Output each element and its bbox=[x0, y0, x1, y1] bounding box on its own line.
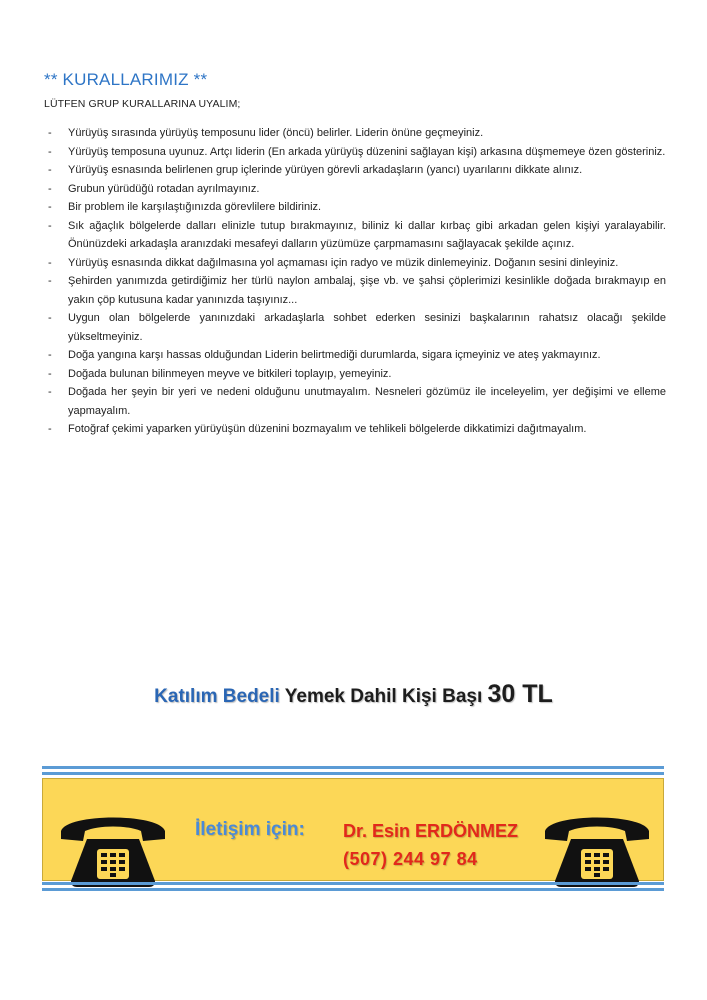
rules-list bbox=[44, 124, 666, 439]
divider bbox=[42, 766, 664, 769]
divider bbox=[42, 888, 664, 891]
rule-text: Doğada her şeyin bir yeri ve nedeni olduğunu unutmayalım. Nesneleri gözümüz ile inceleyelim, yer değişimi ve elleme yapmayalım. bbox=[68, 386, 666, 417]
rules-intro: LÜTFEN GRUP KURALLARINA UYALIM; bbox=[44, 98, 241, 110]
rule-text: Uygun olan bölgelerde yanınızdaki arkadaşlarla sohbet ederken sesinizi başkalarının rahatsız olacağı şekilde yükseltmeyiniz. bbox=[68, 312, 666, 343]
telephone-icon bbox=[57, 809, 169, 889]
rule-text: Yürüyüş esnasında dikkat dağılmasına yol açmaması için radyo ve müzik dinlemeyiniz. Doğanın sesini dinleyiniz. bbox=[68, 256, 619, 269]
dash-bullet: - bbox=[48, 182, 52, 195]
rule-text: Yürüyüş sırasında yürüyüş temposunu lider (öncü) belirler. Liderin önüne geçmeyiniz. bbox=[68, 127, 484, 139]
list-item bbox=[44, 346, 666, 365]
list-item bbox=[44, 217, 666, 254]
rule-text: Yürüyüş esnasında belirlenen grup içlerinde yürüyen görevli arkadaşların (yancı) uyarılarını dikkate alınız. bbox=[68, 164, 583, 176]
contact-label: İletişim için: bbox=[195, 819, 305, 840]
rule-text: Bir problem ile karşılaştığınızda görevlilere bildiriniz. bbox=[68, 201, 322, 213]
contact-panel bbox=[42, 778, 664, 881]
contact-name: Dr. Esin ERDÖNMEZ bbox=[343, 821, 519, 841]
telephone-icon bbox=[541, 809, 653, 889]
list-item bbox=[44, 198, 666, 217]
list-item bbox=[44, 143, 666, 162]
dash-bullet: - bbox=[48, 367, 52, 380]
dash-bullet: - bbox=[48, 423, 52, 435]
rule-text: Şehirden yanımızda getirdiğimiz her türlü naylon ambalaj, şişe vb. ve şahsi çöplerimizi kesinlikle doğada bırakmayıp en yakın çöp kutusuna kadar yanınızda taşıyınız... bbox=[68, 275, 666, 306]
rule-text: Fotoğraf çekimi yaparken yürüyüşün düzenini bozmayalım ve tehlikeli bölgelerde dikkatimizi dağıtmayalım. bbox=[68, 423, 587, 435]
list-item bbox=[44, 365, 666, 384]
dash-bullet: - bbox=[48, 219, 52, 232]
list-item bbox=[44, 309, 666, 346]
rule-text: Grubun yürüdüğü rotadan ayrılmayınız. bbox=[68, 182, 260, 195]
dash-bullet: - bbox=[48, 127, 52, 139]
list-item bbox=[44, 124, 666, 143]
participation-fee bbox=[0, 680, 707, 709]
dash-bullet: - bbox=[48, 275, 52, 287]
page-title: ** KURALLARIMIZ ** bbox=[44, 70, 208, 89]
divider bbox=[42, 772, 664, 775]
contact-phone-number[interactable]: (507) 244 97 84 bbox=[343, 849, 478, 869]
fee-amount: 30 TL bbox=[487, 680, 553, 708]
list-item bbox=[44, 254, 666, 273]
dash-bullet: - bbox=[48, 145, 52, 158]
rule-text: Sık ağaçlık bölgelerde dalları elinizle tutup bırakmayınız, biliniz ki dallar kırbaç gibi arkadan gelen kişiyi yaralayabilir. Önünüzdeki arkadaşla aranızdaki mesafeyi dalların yüzümüze çarpmamasını sağlayacak şekilde açınız. bbox=[68, 219, 666, 250]
rule-text: Yürüyüş temposuna uyunuz. Artçı liderin (En arkada yürüyüş düzenini sağlayan kişi) arkasına düşmemeye özen gösteriniz. bbox=[68, 145, 666, 158]
rule-text: Doğa yangına karşı hassas olduğundan Liderin belirtmediği durumlarda, sigara içmeyiniz ve ateş yakmayınız. bbox=[68, 349, 601, 361]
dash-bullet: - bbox=[48, 386, 52, 398]
list-item bbox=[44, 161, 666, 180]
dash-bullet: - bbox=[48, 349, 52, 361]
dash-bullet: - bbox=[48, 201, 52, 213]
list-item bbox=[44, 272, 666, 309]
list-item bbox=[44, 180, 666, 199]
divider bbox=[42, 882, 664, 885]
fee-label: Katılım Bedeli bbox=[154, 686, 280, 707]
dash-bullet: - bbox=[48, 164, 52, 176]
dash-bullet: - bbox=[48, 312, 52, 324]
list-item bbox=[44, 420, 666, 439]
dash-bullet: - bbox=[48, 256, 52, 269]
contact-box bbox=[42, 766, 664, 891]
rule-text: Doğada bulunan bilinmeyen meyve ve bitkileri toplayıp, yemeyiniz. bbox=[68, 367, 392, 380]
list-item bbox=[44, 383, 666, 420]
fee-detail: Yemek Dahil Kişi Başı bbox=[284, 686, 483, 707]
